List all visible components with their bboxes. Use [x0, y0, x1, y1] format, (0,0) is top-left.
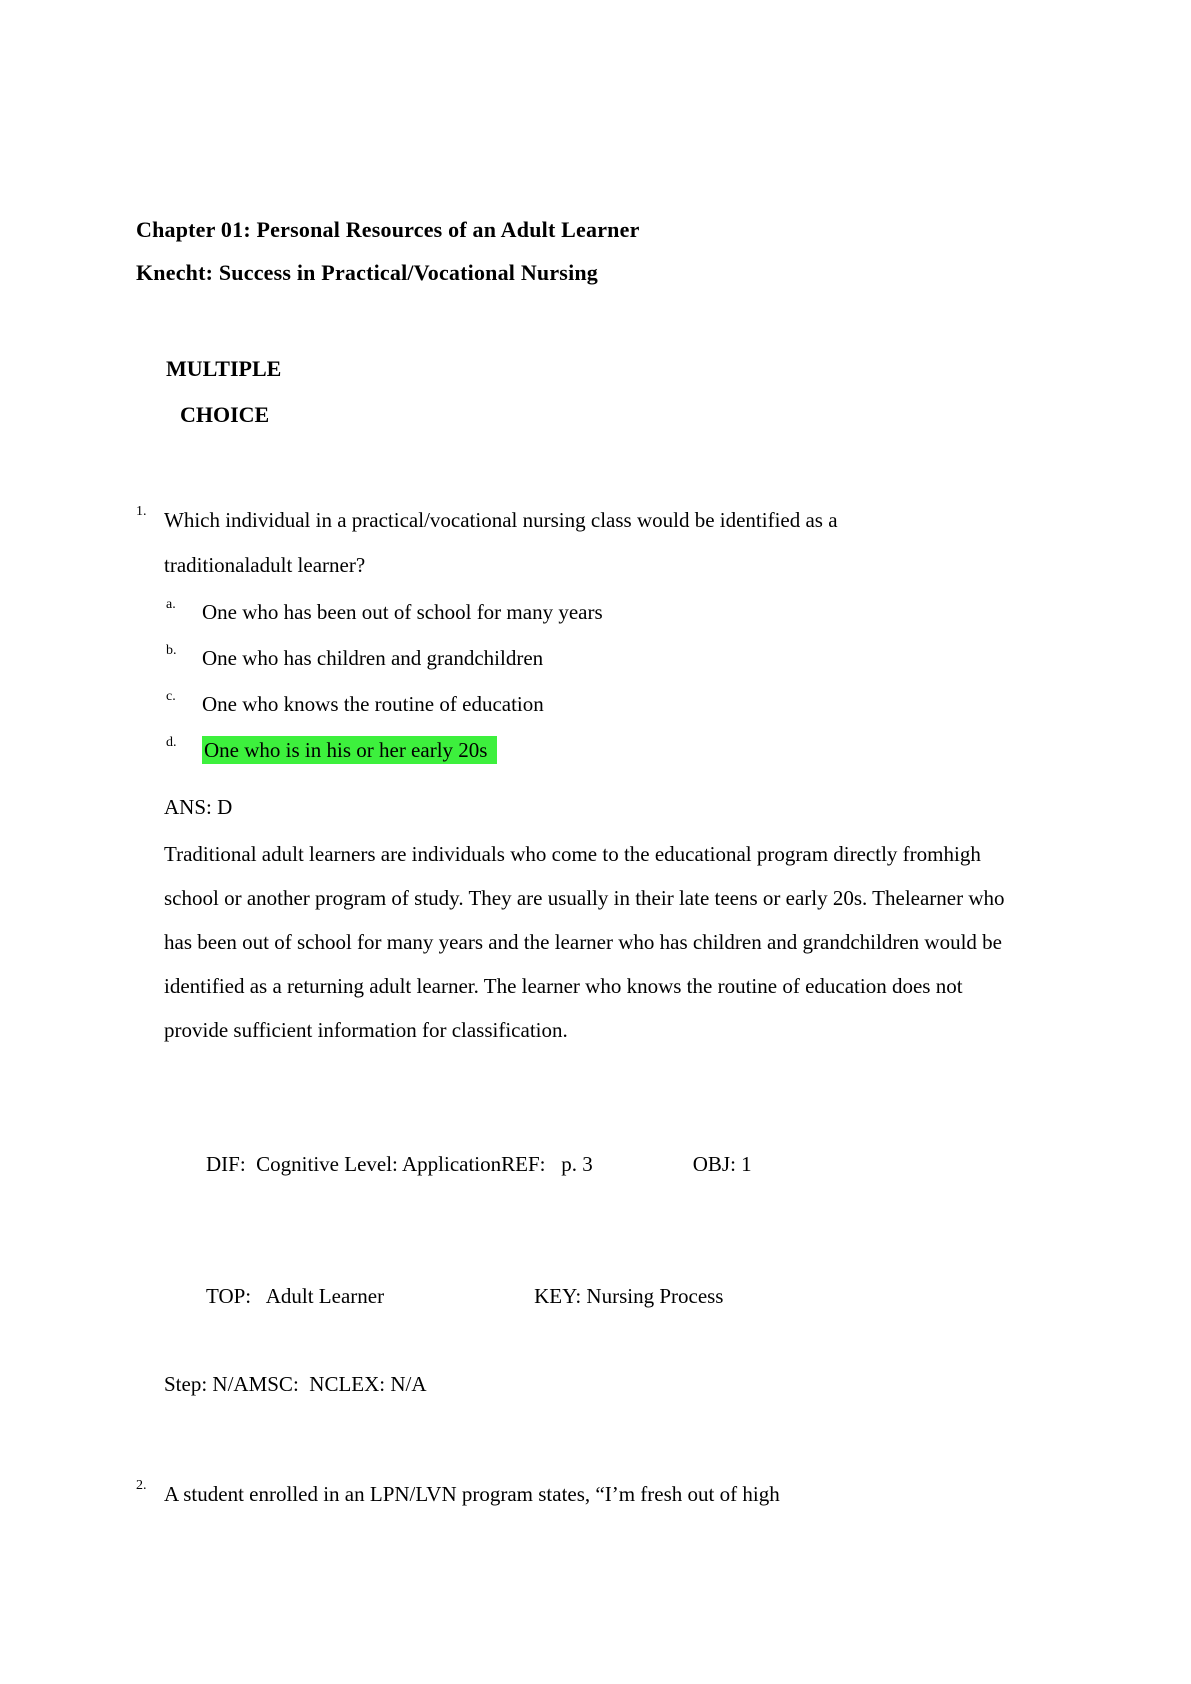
- choice-d-letter: d.: [166, 735, 177, 750]
- question-1-stem: [136, 498, 1081, 588]
- meta-line-step: Step: N/AMSC: NCLEX: N/A: [164, 1372, 427, 1396]
- question-1-number: 1.: [136, 504, 147, 519]
- choice-b-letter: b.: [166, 643, 177, 658]
- highlighted-answer-text: One who is in his or her early 20s: [202, 736, 497, 764]
- choice-c-text: One who knows the routine of education: [202, 692, 544, 716]
- answer-line: ANS: D: [164, 795, 233, 819]
- choice-c: [136, 682, 1081, 727]
- meta-line-top: [164, 1230, 1081, 1362]
- meta-line-dif: [164, 1098, 1081, 1230]
- question-2-number: 2.: [136, 1478, 147, 1493]
- choice-a-text: One who has been out of school for many years: [202, 600, 603, 624]
- question-1-text: Which individual in a practical/vocational nursing class would be identified as a traditionaladult learner?: [164, 508, 838, 577]
- question-1-metadata: [164, 1098, 1081, 1406]
- section-heading-choice: CHOICE: [180, 402, 270, 427]
- meta-dif-ref: DIF: Cognitive Level: ApplicationREF: p. 3: [206, 1152, 593, 1176]
- choice-a: [136, 590, 1081, 635]
- question-2: [136, 1472, 1081, 1517]
- section-heading-multiple: MULTIPLE: [166, 356, 282, 381]
- meta-top: TOP: Adult Learner: [206, 1284, 385, 1308]
- question-1-choices: [136, 590, 1081, 773]
- book-title: Knecht: Success in Practical/Vocational Nursing: [136, 260, 599, 285]
- question-1: [136, 498, 1081, 1406]
- rationale-text: Traditional adult learners are individuals who come to the educational program directly fromhigh school or another program of study. They are usually in their late teens or early 20s. Thelearner who has been out of school for many years and the learner who has children and grandchildren would be identified as a returning adult learner. The learner who knows the routine of education does not provide sufficient information for classification.: [164, 842, 1010, 1042]
- choice-d-text: [202, 728, 497, 773]
- choice-d: [136, 728, 1081, 773]
- meta-key: KEY: Nursing Process: [534, 1284, 724, 1308]
- question-2-stem: [136, 1472, 1081, 1517]
- question-2-text: A student enrolled in an LPN/LVN program states, “I’m fresh out of high: [164, 1482, 780, 1506]
- choice-b: [136, 636, 1081, 681]
- chapter-title: Chapter 01: Personal Resources of an Adult Learner: [136, 217, 640, 242]
- choice-c-letter: c.: [166, 689, 176, 704]
- meta-obj: OBJ: 1: [692, 1152, 752, 1176]
- choice-a-letter: a.: [166, 597, 176, 612]
- choice-b-text: One who has children and grandchildren: [202, 646, 544, 670]
